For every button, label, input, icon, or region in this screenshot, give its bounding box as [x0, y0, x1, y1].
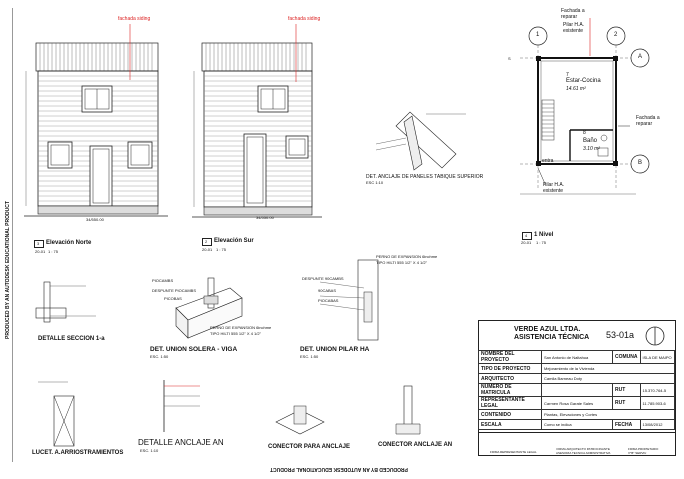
table-row: NOMBRE DEL PROYECTO San Antonio de Naltahua COMUNA ISLA DE MAIPO [479, 351, 675, 364]
anclaje-an-title: DETALLE ANCLAJE AN [138, 438, 224, 447]
sur-view-scale: 1 : 75 [216, 247, 227, 252]
plan-entry: entra [542, 158, 554, 164]
sur-dimension: 34/550.00 [256, 215, 274, 220]
pilar-label-2: TIPO HILTI 555 1/2" X 4 1/2" [376, 260, 428, 265]
title-block-table [478, 350, 675, 430]
solera-label-3: PICOBAS [164, 296, 182, 301]
solera-label-2: DESPUNTE PIOCAMBS [152, 288, 197, 293]
sur-view-code: 20-01 [202, 247, 213, 252]
anclaje-tabique-drawing [366, 104, 476, 174]
room1-name: Estar-Cocina [566, 78, 601, 84]
solera-label-1: PIOCAMBS [152, 278, 174, 283]
norte-view-title: Elevación Norte [46, 240, 92, 246]
plan-fachada-right: Fachada a reparar [636, 115, 660, 127]
lucet-drawing [28, 376, 108, 454]
room2-number: 8 [583, 130, 586, 136]
room2-name: Baño [583, 138, 598, 144]
sur-view-title: Elevación Sur [214, 238, 254, 244]
sheet-code: 53-01a [606, 330, 635, 340]
table-row: REPRESENTANTE LEGAL Carmen Rosa Garate Sales RUT 11.785.903-6 [479, 397, 675, 410]
conector-title: CONECTOR PARA ANCLAJE [268, 444, 351, 450]
anclaje-an-scale: ESC. 1:10 [140, 448, 159, 453]
room1-number: 7 [566, 72, 569, 78]
sur-facade-label: fachada siding [288, 16, 321, 22]
plan-top-note: Fachada a reparar [561, 8, 585, 20]
signature-arquitecto: FIRMA ARQUITECTO PATROCINANTE ASESORIA TECNICA ADMINISTRATIVA [556, 447, 611, 455]
seccion-detail-drawing [26, 272, 116, 336]
table-row: NUMERO DE MATRICULA RUT 15.370.764-5 [479, 384, 675, 397]
axis-A-label: A [638, 54, 643, 60]
axis-B-label: B [638, 160, 643, 166]
nivel-view-title: 1 Nivel [534, 232, 554, 238]
table-row: ESCALA Como se indica FECHA 13/08/2012 [479, 420, 675, 430]
solera-label-4: PERNO DE EXPANSION 6inchme [210, 325, 272, 330]
norte-dimension: 34/550.00 [86, 217, 104, 222]
room1-area: 14.61 m² [566, 86, 586, 92]
plan-pilar-top: Pilar H.A. existente [563, 22, 585, 34]
plan-side-mark: S [508, 56, 511, 61]
pilar-label-5: PIOCABAS [318, 298, 339, 303]
elevation-sur-drawing [186, 10, 336, 230]
norte-view-code: 20-01 [35, 249, 46, 254]
signature-propietario: FIRMA PROPIETARIO V°B° SERVIU [628, 447, 659, 455]
signature-representante: FIRMA REPRESENTANTE LEGAL [490, 450, 537, 454]
anclaje-an-drawing [140, 376, 240, 436]
pilar-label-4: 90CABAS [318, 288, 337, 293]
anclaje-tabique-scale: ESC 1:10 [366, 180, 384, 185]
conector-an-drawing [374, 380, 454, 440]
union-pilar-scale: ESC. 1:50 [300, 354, 319, 359]
nivel-view-tag: 4 [522, 232, 532, 240]
nivel-view-scale: 1 : 75 [536, 240, 547, 245]
conector-an-title: CONECTOR ANCLAJE AN [378, 442, 453, 448]
north-arrow-icon [644, 324, 666, 348]
room2-area: 3.10 m² [583, 146, 600, 152]
solera-viga-title: DET. UNION SOLERA - VIGA [150, 346, 238, 353]
pilar-label-3: DESPUNTE 90CAMBS [302, 276, 344, 281]
table-row: CONTENIDO Plantas, Elevaciones y Cortes [479, 410, 675, 420]
norte-facade-label: fachada siding [118, 16, 151, 22]
plan-pilar-bottom: Pilar H.A. existente [543, 182, 565, 194]
norte-view-scale: 1 : 75 [48, 249, 59, 254]
union-pilar-title: DET. UNION PILAR HA [300, 346, 370, 353]
nivel-view-code: 20-01 [521, 240, 532, 245]
axis-2-label: 2 [614, 32, 618, 38]
table-row: TIPO DE PROYECTO Mejoramiento de la Vivienda [479, 364, 675, 374]
conector-drawing [266, 396, 346, 442]
company-name: VERDE AZUL LTDA. ASISTENCIA TÉCNICA [514, 326, 590, 341]
seccion-detail-title: DETALLE SECCION 1-a [38, 336, 105, 342]
solera-label-5: TIPO HILTI 555 1/2" X 4 1/2" [210, 331, 262, 336]
elevation-norte-drawing [18, 10, 178, 230]
lucet-title: LUCET. A.ARRIOSTRAMIENTOS [32, 450, 124, 456]
sur-view-tag: 2 [202, 238, 212, 246]
table-row: ARQUITECTO Camila Barneau Doty [479, 374, 675, 384]
side-watermark: PRODUCED BY AN AUTODESK EDUCATIONAL PRODUCT [5, 201, 11, 339]
pilar-label-1: PERNO DE EXPANSION 6inchme [376, 254, 438, 259]
solera-viga-scale: ESC. 1:50 [150, 354, 169, 359]
axis-1-label: 1 [536, 32, 540, 38]
union-pilar-drawing [300, 252, 400, 342]
anclaje-tabique-title: DET. ANCLAJE DE PANELES TABIQUE SUPERIOR [366, 174, 484, 180]
bottom-watermark: PRODUCED BY AN AUTODESK EDUCATIONAL PRODUCT [270, 466, 408, 472]
norte-view-tag: 3 [34, 240, 44, 248]
